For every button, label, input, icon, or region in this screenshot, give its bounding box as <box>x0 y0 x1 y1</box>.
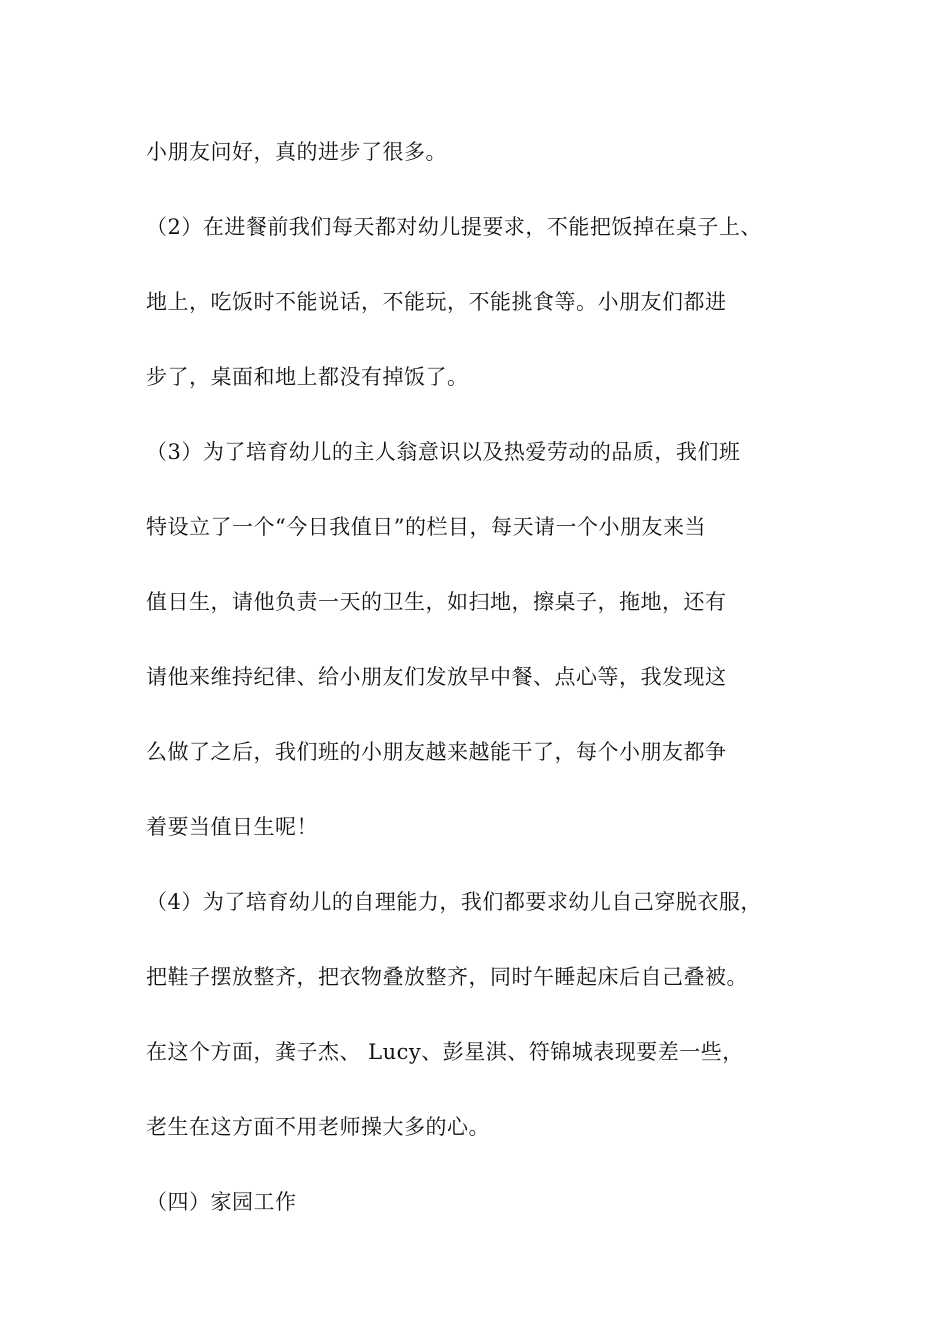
text-line: （3）为了培育幼儿的主人翁意识以及热爱劳动的品质，我们班 <box>146 440 741 464</box>
text-line: 么做了之后，我们班的小朋友越来越能干了，每个小朋友都争 <box>146 740 727 764</box>
section-heading: （四）家园工作 <box>146 1190 297 1214</box>
text-line: 把鞋子摆放整齐，把衣物叠放整齐，同时午睡起床后自己叠被。 <box>146 965 748 989</box>
text-line: 值日生，请他负责一天的卫生，如扫地，擦桌子，拖地，还有 <box>146 590 727 614</box>
text-line: （4）为了培育幼儿的自理能力，我们都要求幼儿自己穿脱衣服， <box>146 890 762 914</box>
text-line: 步了，桌面和地上都没有掉饭了。 <box>146 365 469 389</box>
text-line: 老生在这方面不用老师操大多的心。 <box>146 1115 490 1139</box>
text-line: 地上，吃饭时不能说话，不能玩，不能挑食等。小朋友们都进 <box>146 290 727 314</box>
text-line: 特设立了一个“今日我值日”的栏目，每天请一个小朋友来当 <box>146 515 706 539</box>
text-line: （2）在进餐前我们每天都对幼儿提要求，不能把饭掉在桌子上、 <box>146 215 762 239</box>
text-line: 在这个方面，龚子杰、 Lucy、彭星淇、符锦城表现要差一些， <box>146 1040 744 1064</box>
text-line: 小朋友问好，真的进步了很多。 <box>146 140 447 164</box>
text-line: 着要当值日生呢！ <box>146 815 318 839</box>
text-line: 请他来维持纪律、给小朋友们发放早中餐、点心等，我发现这 <box>146 665 727 689</box>
